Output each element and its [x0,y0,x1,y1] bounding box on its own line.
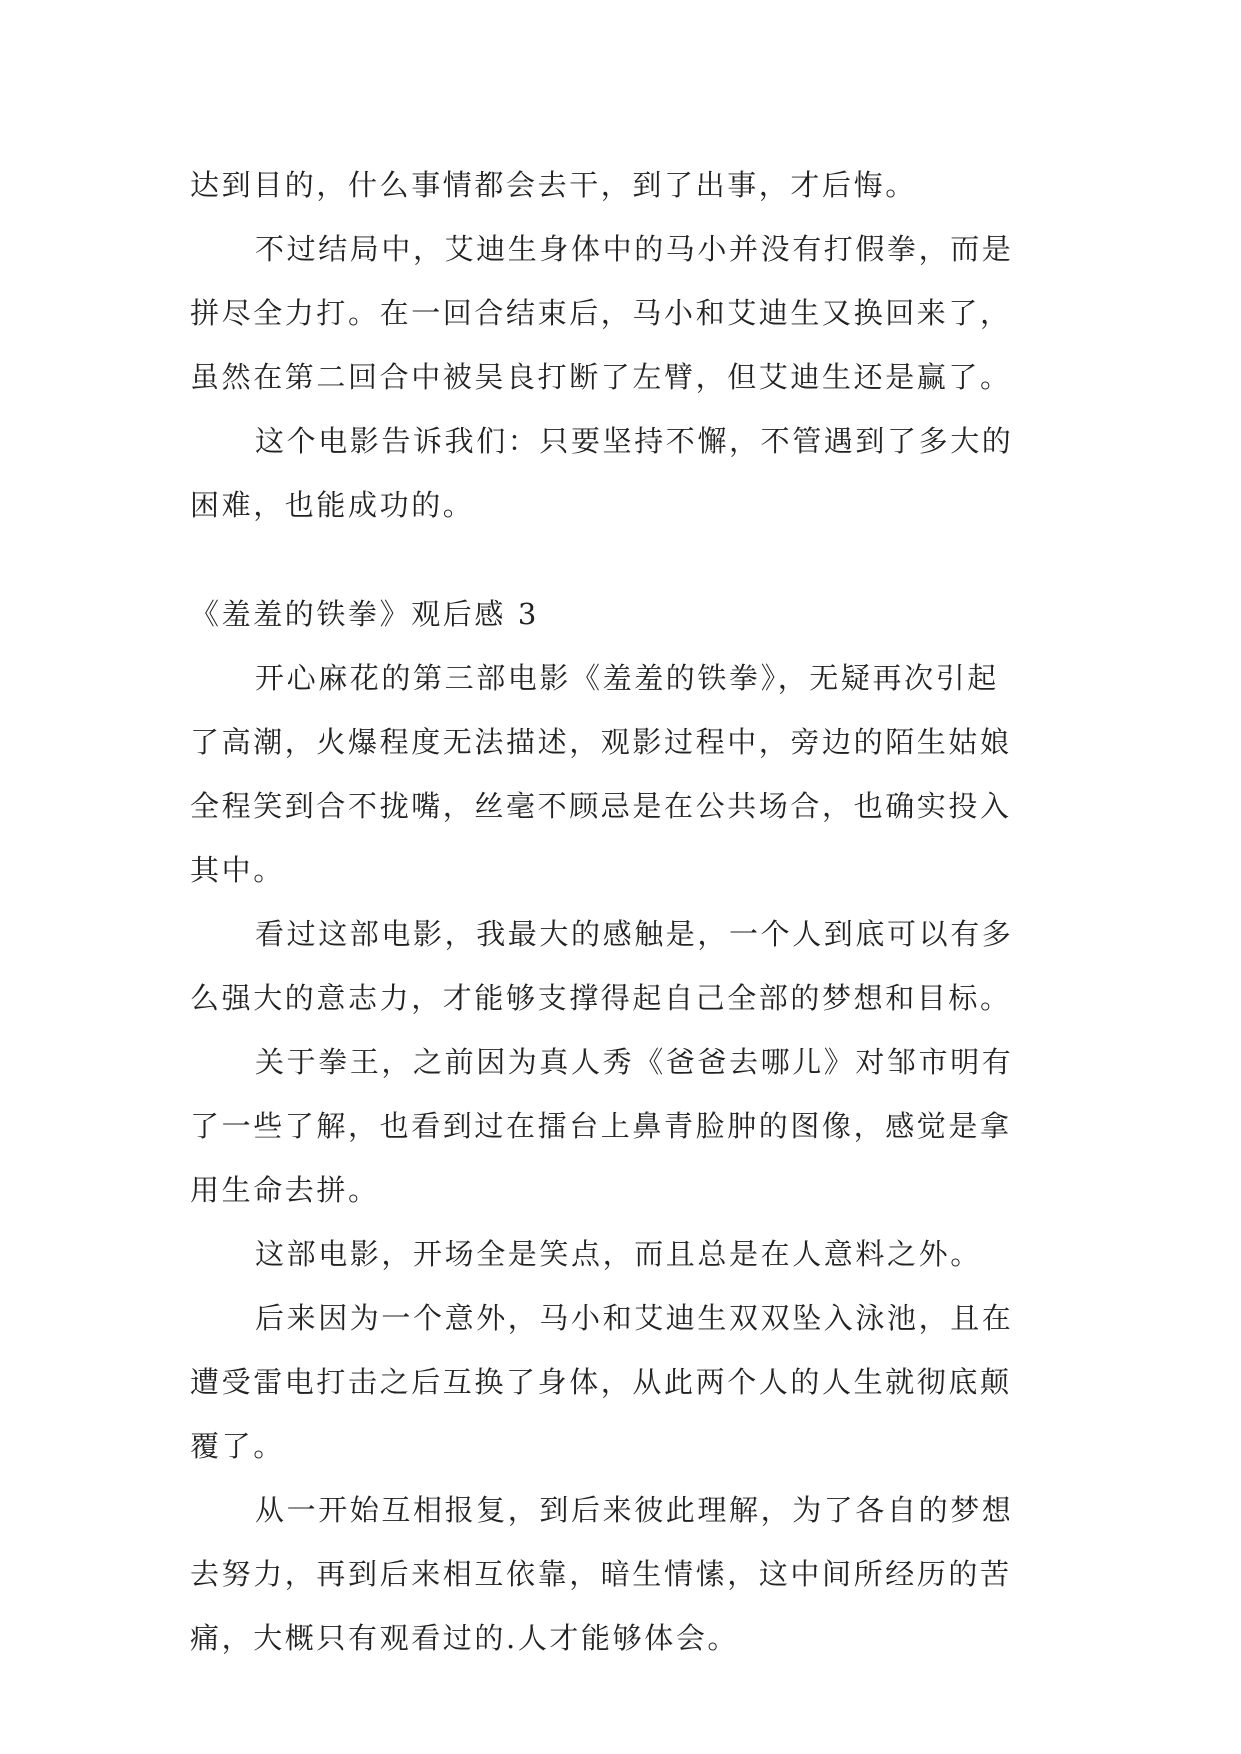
paragraph-start: 看过这部电影，我最大的感触是，一个人到底可以有多 [255,917,1014,951]
text-line: 遭受雷电打击之后互换了身体，从此两个人的人生就彻底颠 [190,1365,1012,1399]
text-line: 达到目的，什么事情都会去干，到了出事，才后悔。 [190,168,917,202]
paragraph-start: 这个电影告诉我们：只要坚持不懈，不管遇到了多大的 [255,424,1014,458]
text-line: 痛，大概只有观看过的.人才能够体会。 [190,1621,740,1655]
text-line: 全程笑到合不拢嘴，丝毫不顾忌是在公共场合，也确实投入 [190,789,1012,823]
paragraph-start: 开心麻花的第三部电影《羞羞的铁拳》，无疑再次引起 [255,661,999,695]
paragraph-start: 不过结局中，艾迪生身体中的马小并没有打假拳，而是 [255,232,1014,266]
paragraph-start: 后来因为一个意外，马小和艾迪生双双坠入泳池，且在 [255,1301,1014,1335]
section-heading: 《羞羞的铁拳》观后感 3 [190,597,539,631]
text-line: 么强大的意志力，才能够支撑得起自己全部的梦想和目标。 [190,981,1012,1015]
text-line: 其中。 [190,853,285,887]
paragraph-start: 从一开始互相报复，到后来彼此理解，为了各自的梦想 [255,1493,1014,1527]
paragraph-start: 这部电影，开场全是笑点，而且总是在人意料之外。 [255,1237,982,1271]
text-line: 困难，也能成功的。 [190,488,475,522]
text-line: 去努力，再到后来相互依靠，暗生情愫，这中间所经历的苦 [190,1557,1012,1591]
text-line: 了高潮，火爆程度无法描述，观影过程中，旁边的陌生姑娘 [190,725,1012,759]
text-line: 虽然在第二回合中被吴良打断了左臂，但艾迪生还是赢了。 [190,360,1012,394]
paragraph-start: 关于拳王，之前因为真人秀《爸爸去哪儿》对邹市明有 [255,1045,1014,1079]
text-line: 用生命去拼。 [190,1173,380,1207]
text-line: 覆了。 [190,1429,285,1463]
text-line: 拼尽全力打。在一回合结束后，马小和艾迪生又换回来了， [190,296,1012,330]
text-line: 了一些了解，也看到过在擂台上鼻青脸肿的图像，感觉是拿 [190,1109,1012,1143]
